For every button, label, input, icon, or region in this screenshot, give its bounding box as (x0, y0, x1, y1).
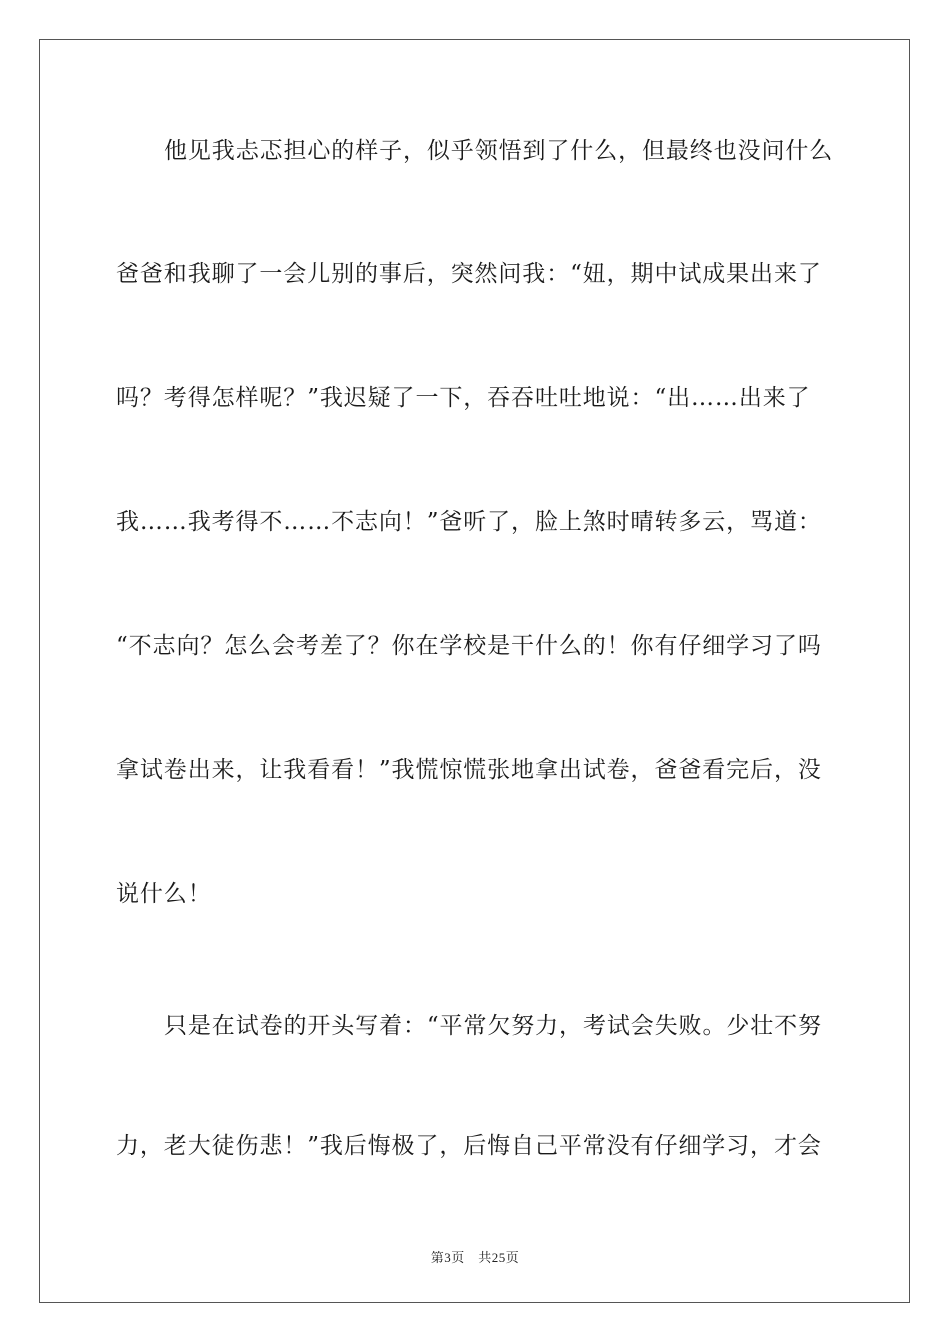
paragraph-line-6: 拿试卷出来，让我看看！”我慌惊慌张地拿出试卷，爸爸看完后，没 (116, 757, 822, 783)
paragraph-line-8: 只是在试卷的开头写着：“平常欠努力，考试会失败。少壮不努 (164, 1013, 822, 1039)
paragraph-line-2: 爸爸和我聊了一会儿别的事后，突然问我：“妞，期中试成果出来了 (116, 261, 822, 287)
page-number: 第3页 共25页 (430, 1250, 520, 1265)
page-border (39, 39, 910, 1303)
paragraph-line-1: 他见我忐忑担心的样子，似乎领悟到了什么，但最终也没问什么 (164, 138, 834, 164)
paragraph-line-4: 我……我考得不……不志向！”爸听了，脸上煞时晴转多云，骂道： (116, 509, 822, 535)
paragraph-line-3: 吗？考得怎样呢？”我迟疑了一下，吞吞吐吐地说：“出……出来了 (116, 385, 811, 411)
paragraph-line-7: 说什么！ (116, 881, 212, 907)
paragraph-line-5: “不志向？怎么会考差了？你在学校是干什么的！你有仔细学习了吗 (116, 633, 822, 659)
paragraph-line-9: 力，老大徒伤悲！”我后悔极了，后悔自己平常没有仔细学习，才会 (116, 1133, 822, 1159)
